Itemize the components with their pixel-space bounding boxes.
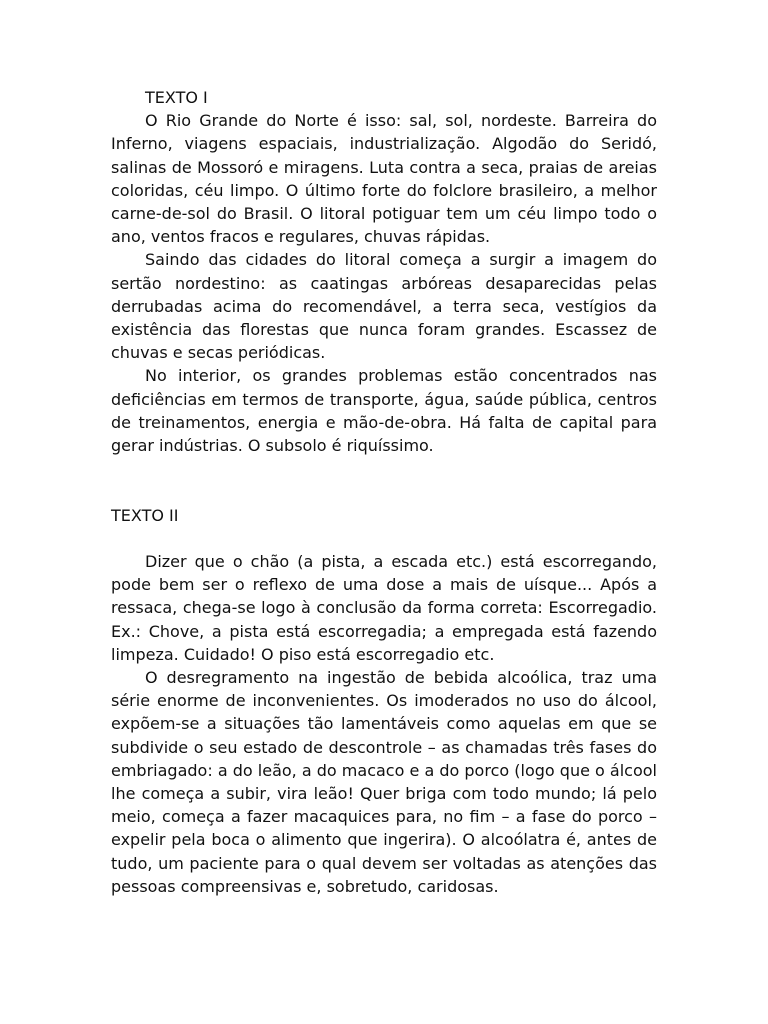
section-spacer [111,480,657,503]
document-body [111,86,657,898]
texto-1-heading: TEXTO I [145,88,208,107]
texto-1-paragraph-1: O Rio Grande do Norte é isso: sal, sol, nordeste. Barreira do Inferno, viagens espaciais, industrialização. Algodão do Seridó, salinas de Mossoró e miragens. Luta contra a seca, praias de areias coloridas, céu limpo. O último forte do folclore brasileiro, a melhor carne-de-sol do Brasil. O litoral potiguar tem um céu limpo todo o ano, ventos fracos e regulares, chuvas rápidas. [111,111,657,247]
texto-2-heading: TEXTO II [111,505,179,525]
texto-2-section [111,504,657,898]
texto-1-paragraph-2: Saindo das cidades do litoral começa a surgir a imagem do sertão nordestino: as caatingas arbóreas desaparecidas pelas derrubadas acima do recomendável, a terra seca, vestígios da existência das florestas que nunca foram grandes. Escassez de chuvas e secas periódicas. [111,250,657,363]
texto-2-paragraph-1: Dizer que o chão (a pista, a escada etc.) está escorregando, pode bem ser o reflexo de uma dose a mais de uísque... Após a ressaca, chega-se logo à conclusão da forma correta: Escorregadio. Ex.: Chove, a pista está escorregadia; a empregada está fazendo limpeza. Cuidado! O piso está escorregadio etc. [111,552,657,664]
texto-2-paragraph-2: O desregramento na ingestão de bebida alcoólica, traz uma série enorme de inconvenientes. Os imoderados no uso do álcool, expõem-se a situações tão lamentáveis como aquelas em que se subdivide o seu estado de descontrole – as chamadas três fases do embriagado: a do leão, a do macaco e a do porco (logo que o álcool lhe começa a subir, vira leão! Quer briga com todo mundo; lá pelo meio, começa a fazer macaquices para, no fim – a fase do porco – expelir pela boca o alimento que ingerira). O alcoólatra é, antes de tudo, um paciente para o qual devem ser voltadas as atenções das pessoas compreensivas e, sobretudo, caridosas. [111,668,657,896]
texto-1-paragraph-3: No interior, os grandes problemas estão concentrados nas deficiências em termos de transporte, água, saúde pública, centros de treinamentos, energia e mão-de-obra. Há falta de capital para gerar indústrias. O subsolo é riquíssimo. [111,366,657,456]
heading-spacer [111,527,657,550]
section-spacer [111,457,657,480]
texto-1-section [111,86,657,457]
